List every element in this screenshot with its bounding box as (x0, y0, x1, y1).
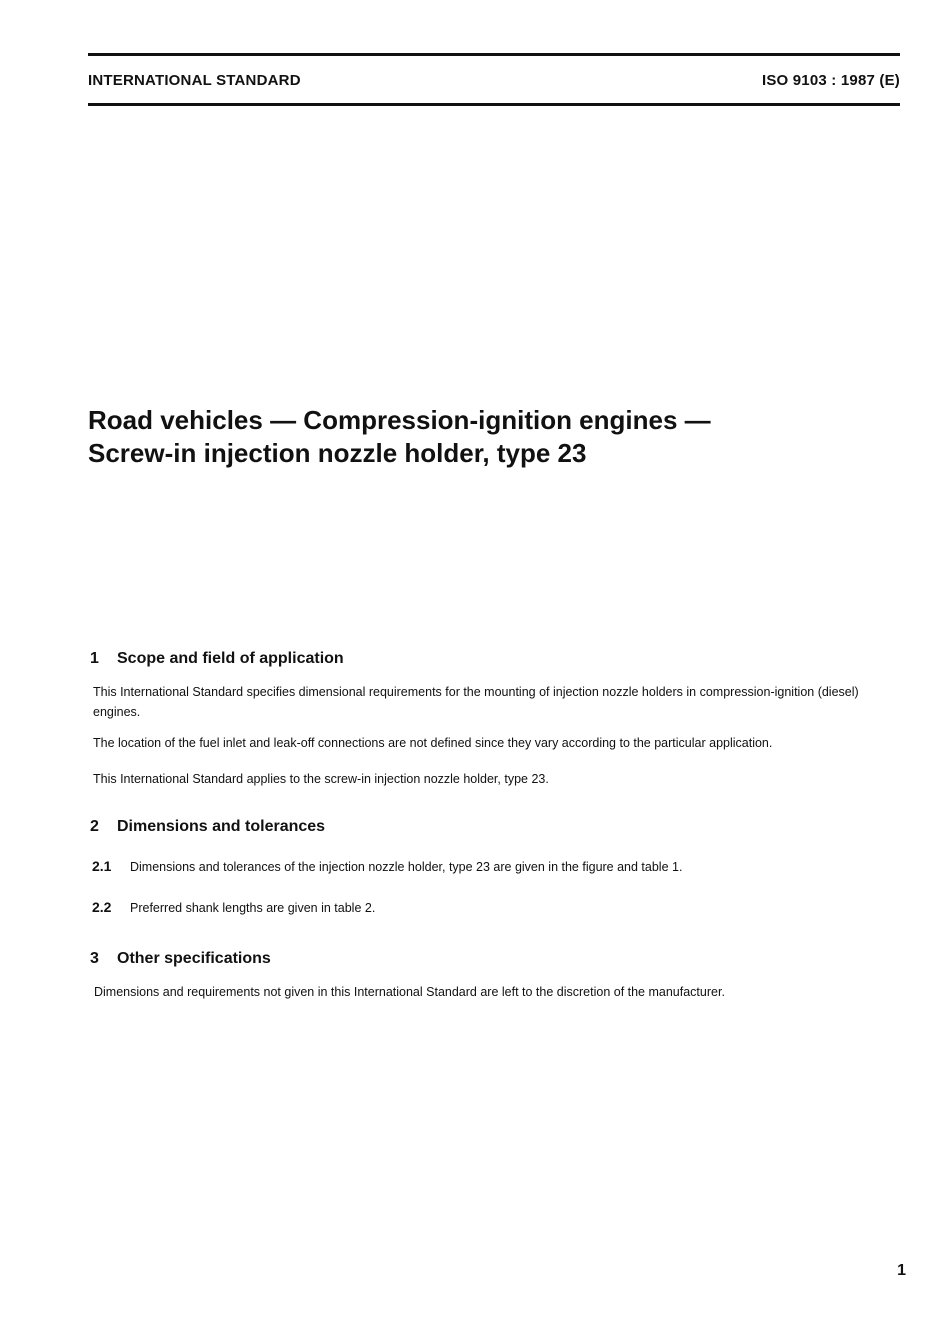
section-2-heading (90, 818, 325, 836)
title-line-1: Road vehicles — Compression-ignition engines — (88, 405, 711, 435)
section-1-paragraph-1: This International Standard specifies dimensional requirements for the mounting of injection nozzle holders in compression-ignition (diesel) engines. (93, 685, 859, 719)
header-bottom-rule (88, 103, 900, 106)
subsection-2-1 (92, 858, 682, 874)
subsection-2-2-text: Preferred shank lengths are given in table 2. (130, 901, 376, 915)
section-3-paragraph-1: Dimensions and requirements not given in this International Standard are left to the discretion of the manufacturer. (94, 985, 725, 999)
section-1-paragraph-2: The location of the fuel inlet and leak-off connections are not defined since they vary according to the particular application. (93, 736, 773, 750)
section-1-number: 1 (90, 650, 99, 667)
section-3-heading (90, 950, 271, 968)
section-1-paragraph-3: This International Standard applies to the screw-in injection nozzle holder, type 23. (93, 772, 549, 786)
subsection-2-2 (92, 899, 375, 915)
subsection-2-1-text: Dimensions and tolerances of the injection nozzle holder, type 23 are given in the figure and table 1. (130, 860, 683, 874)
section-3-title: Other specifications (117, 950, 271, 967)
section-1-title: Scope and field of application (117, 650, 344, 667)
section-2-title: Dimensions and tolerances (117, 818, 326, 835)
document-type-label: INTERNATIONAL STANDARD (88, 72, 301, 89)
document-title (88, 404, 888, 470)
title-line-2: Screw-in injection nozzle holder, type 23 (88, 438, 587, 468)
section-2-number: 2 (90, 818, 99, 835)
page-number: 1 (897, 1262, 906, 1279)
standard-number: ISO 9103 : 1987 (E) (761, 72, 900, 89)
subsection-2-2-number: 2.2 (92, 899, 112, 915)
subsection-2-1-number: 2.1 (92, 858, 112, 874)
header-top-rule (88, 53, 900, 56)
section-1-heading (90, 650, 344, 668)
section-3-number: 3 (90, 950, 99, 967)
